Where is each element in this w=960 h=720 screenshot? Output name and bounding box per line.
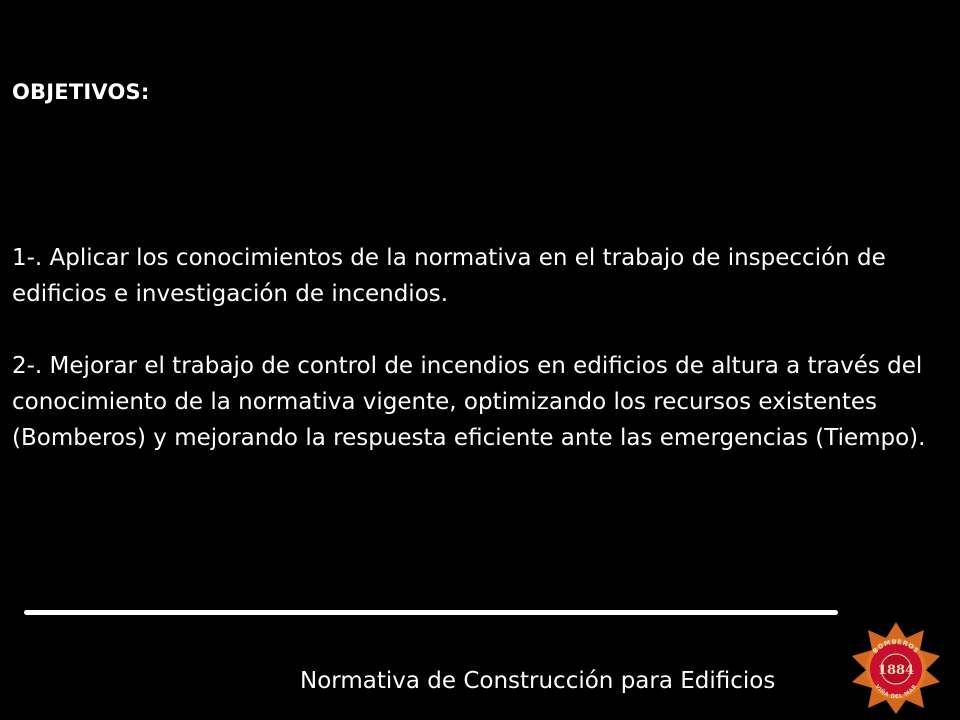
badge-top-text: BOMBEROS [871,637,921,656]
footer-divider [24,610,838,615]
slide-heading: OBJETIVOS: [12,80,150,104]
objectives-list [12,240,952,492]
footer-title: Normativa de Construcción para Edificios [300,668,776,694]
objective-item-2: 2-. Mejorar el trabajo de control de incendios en edificios de altura a través del conocimiento de la normativa vigente, optimizando los recursos existentes (Bomberos) y mejorando la respuesta eficiente ante las emergencias (Tiempo). [12,353,926,451]
badge-bottom-text: VIÑA DEL MAR [873,683,919,701]
firefighter-badge-icon [848,620,944,716]
objective-item-1: 1-. Aplicar los conocimientos de la normativa en el trabajo de inspección de edificios e investigación de incendios. [12,245,886,307]
badge-year: 1884 [877,663,915,678]
